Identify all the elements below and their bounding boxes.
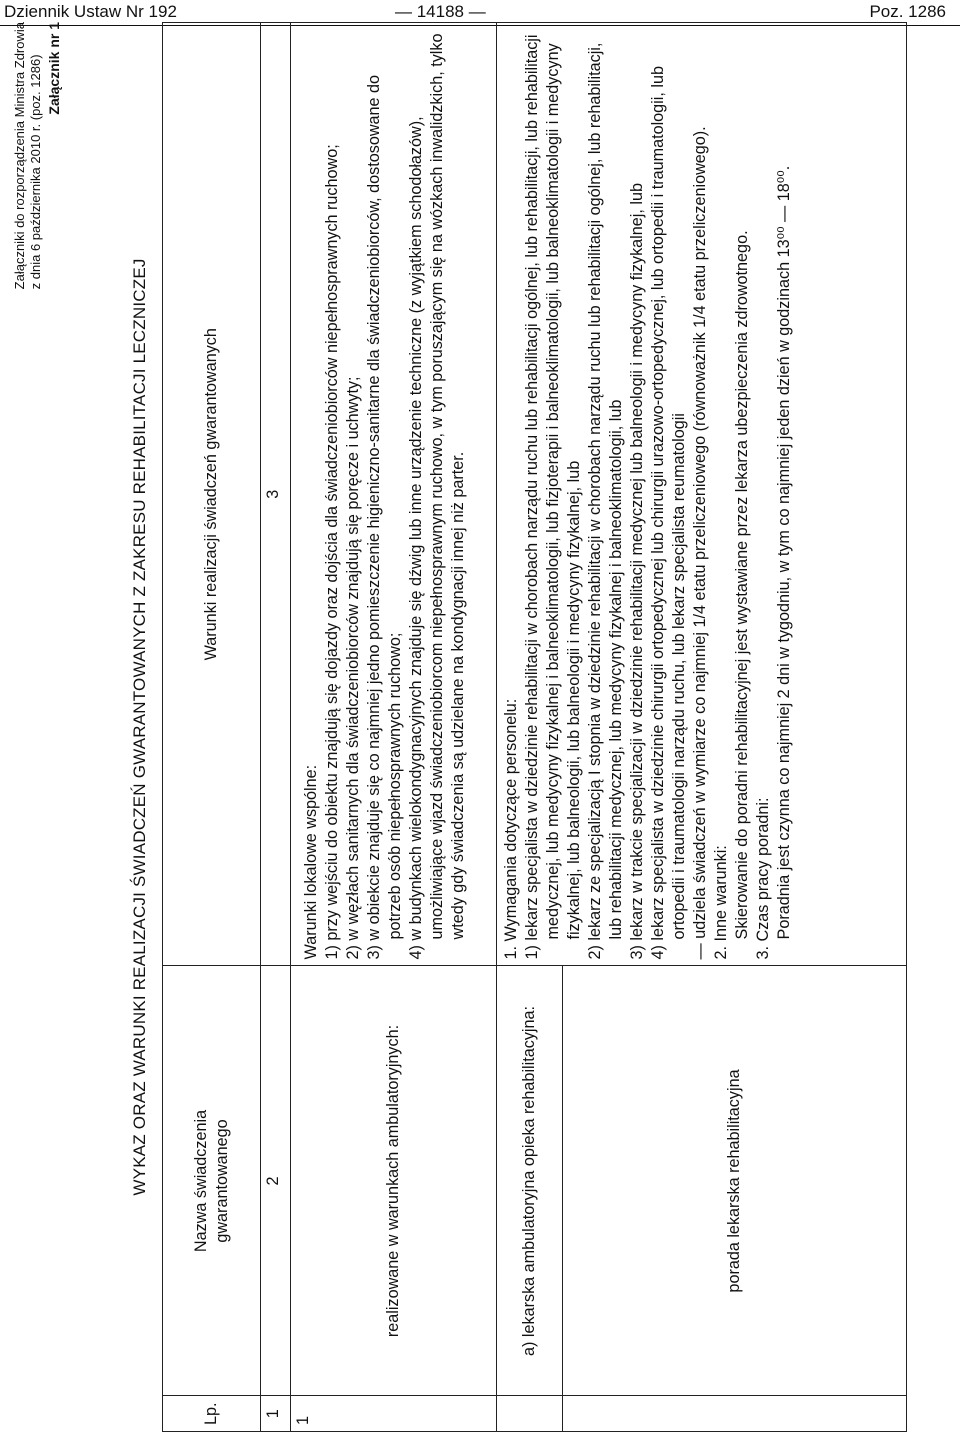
condition-item: 2) w węzłach sanitarnych dla świadczeniobiorców znajdują się poręcze i uchwyty; xyxy=(344,376,362,960)
conditions-table xyxy=(162,22,907,1432)
row-conditions xyxy=(497,23,907,966)
table-row xyxy=(497,23,563,1432)
column-number-3: 3 xyxy=(261,23,291,966)
page-number: — 14188 — xyxy=(395,2,486,21)
hours-value: 13⁰⁰ — 18⁰⁰. xyxy=(775,165,793,258)
section-heading: 2. Inne warunki: xyxy=(712,845,730,960)
row-lp-empty xyxy=(563,1396,907,1432)
table-header-row xyxy=(163,23,261,1432)
row-name: porada lekarska rehabilitacyjna xyxy=(563,966,907,1396)
row-name: a) lekarska ambulatoryjna opieka rehabilitacyjna: xyxy=(497,966,563,1396)
section-text: Skierowanie do poradni rehabilitacyjnej jest wystawiane przez lekarza ubezpieczenia zdrowotnego. xyxy=(733,230,751,940)
column-number-2: 2 xyxy=(261,966,291,1396)
attachment-note xyxy=(12,22,44,289)
page-header xyxy=(0,0,960,24)
hours-text: Poradnia jest czynna co najmniej 2 dni w tygodniu, w tym co najmniej jeden dzień w godzinach xyxy=(775,261,793,940)
conditions-intro: Warunki lokalowe wspólne: xyxy=(302,764,320,960)
journal-name: Dziennik Ustaw Nr 192 xyxy=(4,2,177,21)
document-title: WYKAZ ORAZ WARUNKI REALIZACJI ŚWIADCZEŃ GWARANTOWANYCH Z ZAKRESU REHABILITACJI LECZNICZEJ xyxy=(130,258,149,1196)
column-number-row xyxy=(261,23,291,1432)
section-heading: 1. Wymagania dotyczące personelu: xyxy=(502,698,520,960)
condition-item: 1) przy wejściu do obiektu znajdują się dojazdy oraz dojścia dla świadczeniobiorców niepełnosprawnych ruchowo; xyxy=(323,144,341,960)
attachment-line-2: z dnia 6 października 2010 r. (poz. 1286) xyxy=(28,54,43,290)
table-row xyxy=(291,23,497,1432)
rotated-page xyxy=(12,22,952,1432)
attachment-number: Załącznik nr 1 xyxy=(46,22,62,115)
column-number-1: 1 xyxy=(261,1396,291,1432)
header-name xyxy=(163,966,261,1396)
position-number: Poz. 1286 xyxy=(869,2,946,21)
condition-item: 4) w budynkach wielokondygnacyjnych znajduje się dźwig lub inne urządzenie techniczne (z wyjątkiem schodołazów), umożliwiające wjazd świadczeniobiorcom niepełnosprawnym ruchowo, w tym poruszającym się na wózkach inwalidzkich, tylko wtedy gdy świadczenia są udzielane na kondygnacji innej niż parter. xyxy=(407,33,467,960)
row-conditions xyxy=(291,23,497,966)
attachment-line-1: Załączniki do rozporządzenia Ministra Zdrowia xyxy=(12,22,27,290)
personnel-item: 4) lekarz specjalista w dziedzinie chirurgii ortopedycznej lub chirurgii urazowo-ortopedycznej, lub ortopedii i traumatologii, lub ortopedii i traumatologii narządu ruchu, lub lekarz specjalista reumatologii xyxy=(649,66,688,960)
row-name: realizowane w warunkach ambulatoryjnych: xyxy=(291,966,497,1396)
row-lp: 1 xyxy=(291,1396,497,1432)
condition-item: 3) w obiekcie znajduje się co najmniej jedno pomieszczenie higieniczno-sanitarne dla świadczeniobiorców, dostosowane do potrzeb osób niepełnosprawnych ruchowo; xyxy=(365,74,404,960)
personnel-item: 3) lekarz w trakcie specjalizacji w dziedzinie rehabilitacji medycznej lub balneologii i medycyny fizykalnej, lub xyxy=(628,183,646,960)
row-lp-empty xyxy=(497,1396,563,1432)
header-name-line-2: gwarantowanego xyxy=(212,1119,231,1243)
personnel-dash-note: — udziela świadczeń w wymiarze co najmniej 1/4 etatu przeliczeniowego (równoważnik 1/4 etatu przeliczeniowego). xyxy=(691,126,709,960)
personnel-item: 1) lekarz specjalista w dziedzinie rehabilitacji w chorobach narządu ruchu lub rehabilitacji ogólnej, lub rehabilitacji, lub rehabilitacji medycznej, lub medycyny fizykalnej i balneoklimatologii, lub fizjoterapii i balneoklimatologii, lub balneoklimatologii i medycyny fizykalnej, lub balneologii, lub balneologii i medycyny fizykalnej, lub xyxy=(523,34,583,960)
header-name-line-1: Nazwa świadczenia xyxy=(191,1109,210,1253)
header-lp: Lp. xyxy=(163,1396,261,1432)
personnel-item: 2) lekarz ze specjalizacją I stopnia w dziedzinie rehabilitacji w chorobach narządu ruchu lub rehabilitacji ogólnej, lub rehabilitacji, lub rehabilitacji medycznej, lub medycyny fizykalnej i balneoklimatologii, lub xyxy=(586,42,625,960)
header-conditions: Warunki realizacji świadczeń gwarantowanych xyxy=(163,23,261,966)
section-heading: 3. Czas pracy poradni: xyxy=(754,797,772,960)
section-text xyxy=(774,29,795,959)
